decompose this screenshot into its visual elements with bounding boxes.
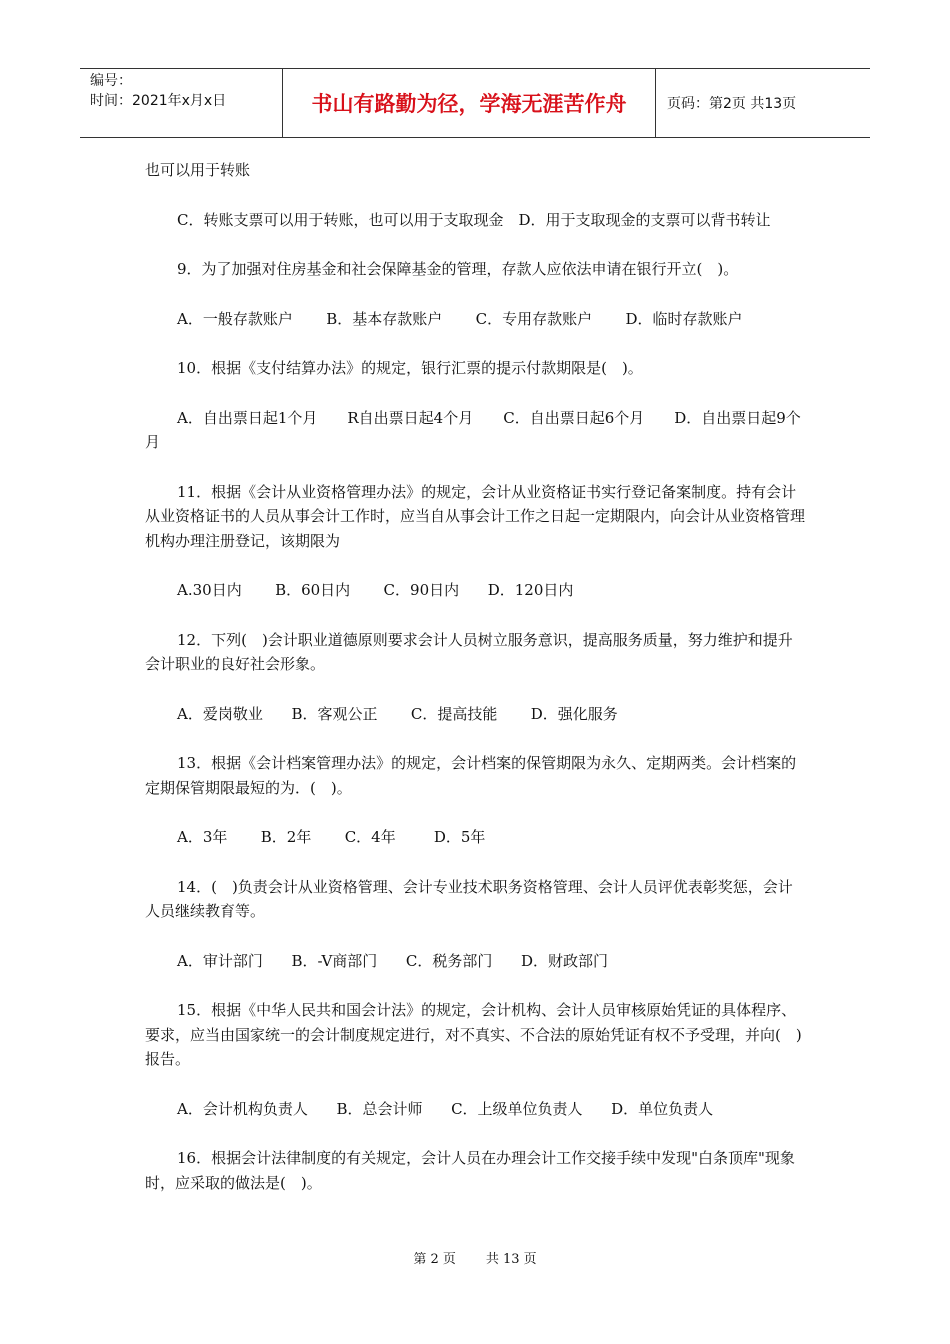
answer-options: A．会计机构负责人 B．总会计师 C．上级单位负责人 D．单位负责人 [177, 1099, 714, 1118]
footer-total: 共 13 页 [485, 1252, 537, 1267]
header-page-info: 页码：第2页 共13页 [667, 96, 797, 112]
page-footer [0, 1248, 950, 1267]
paragraph: C．转账支票可以用于转账，也可以用于支取现金 D．用于支取现金的支票可以背书转让 [177, 210, 771, 229]
answer-options: A.30日内 B．60日内 C．90日内 D．120日内 [177, 581, 574, 599]
paragraph: 也可以用于转账 [145, 161, 251, 179]
document-body [145, 158, 807, 1220]
page-header [80, 68, 870, 138]
question: 15．根据《中华人民共和国会计法》的规定，会计机构、会计人员审核原始凭证的具体程序、要求，应当由国家统一的会计制度规定进行，对不真实、不合法的原始凭证有权不予受理，并向( )报告。 [145, 1001, 802, 1068]
answer-options: A．爱岗敬业 B．客观公正 C．提高技能 D．强化服务 [177, 704, 618, 723]
time-label: 时间：2021年x月x日 [90, 93, 227, 109]
answer-options: A．审计部门 B．-V商部门 C．税务部门 D．财政部门 [177, 951, 608, 970]
answer-options: A．自出票日起1个月 R自出票日起4个月 C．自出票日起6个月 D．自出票日起9个月 [145, 408, 801, 451]
question: 12．下列( )会计职业道德原则要求会计人员树立服务意识，提高服务质量，努力维护和提升会计职业的良好社会形象。 [145, 630, 793, 673]
question: 13．根据《会计档案管理办法》的规定，会计档案的保管期限为永久、定期两类。会计档案的定期保管期限最短的为．( )。 [145, 754, 797, 797]
answer-options: A．3年 B．2年 C．4年 D．5年 [177, 828, 486, 846]
question: 16．根据会计法律制度的有关规定，会计人员在办理会计工作交接手续中发现"白条顶库"现象时，应采取的做法是( )。 [145, 1149, 795, 1192]
answer-options: A．一般存款账户 B．基本存款账户 C．专用存款账户 D．临时存款账户 [177, 309, 743, 328]
question: 11．根据《会计从业资格管理办法》的规定，会计从业资格证书实行登记备案制度。持有会计从业资格证书的人员从事会计工作时，应当自从事会计工作之日起一定期限内，向会计从业资格管理机构办理注册登记，该期限为 [145, 482, 806, 550]
header-motto: 书山有路勤为径，学海无涯苦作舟 [282, 69, 656, 137]
question: 14．( )负责会计从业资格管理、会计专业技术职务资格管理、会计人员评优表彰奖惩，会计人员继续教育等。 [145, 877, 793, 920]
footer-page: 第 2 页 [413, 1252, 456, 1267]
header-meta [80, 69, 282, 137]
question: 9．为了加强对住房基金和社会保障基金的管理，存款人应依法申请在银行开立( )。 [177, 260, 739, 278]
question: 10．根据《支付结算办法》的规定，银行汇票的提示付款期限是( )。 [177, 359, 643, 377]
number-label: 编号： [90, 73, 132, 89]
